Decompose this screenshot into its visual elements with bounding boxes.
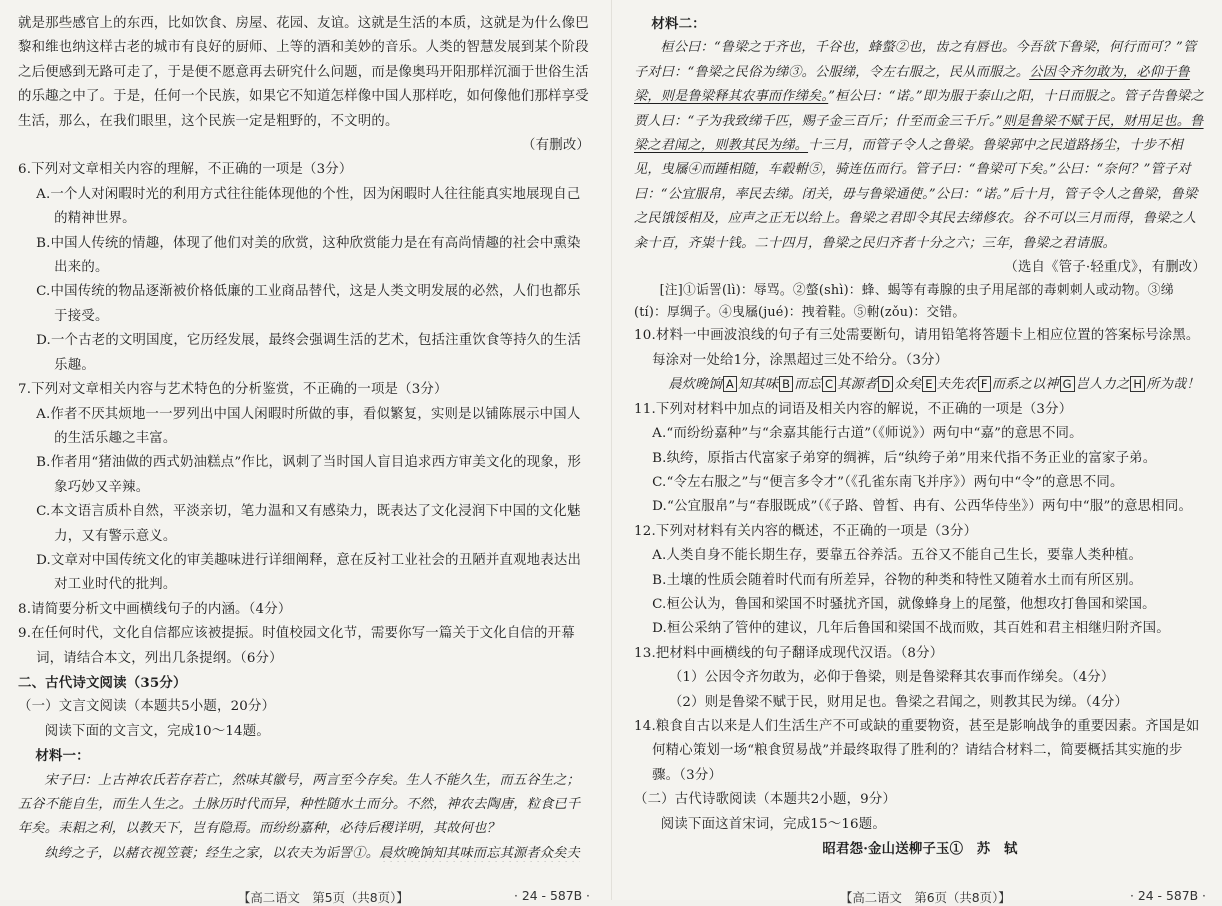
break-label-f: F [978,376,991,392]
question-9: 9.在任何时代，文化自信都应该被提振。时值校园文化节，需要你写一篇关于文化自信的开幕词，请结合本文，列出几条提纲。（6分） [18,626,575,666]
break-label-g: G [1060,376,1075,392]
question-13-item-1: （1）公因令齐勿敢为，必仰于鲁梁，则是鲁梁释其农事而作绨矣。（4分） [668,670,1115,686]
section-2-1-heading: （一）文言文阅读（本题共5小题，20分） [18,699,276,715]
sentence-fragment: 知其味 [737,377,779,393]
poem-instruction: 阅读下面这首宋词，完成15～16题。 [660,816,886,832]
underlined-sentence-2: 则是鲁梁不赋于民，财用足也。鲁梁之君闻之，则教其民为绨。 [634,113,1204,154]
left-page-number: 【高二语文 第5页（共8页）】 [238,890,409,905]
question-7-option-b: B.作者用“猪油做的西式奶油糕点”作比，讽刺了当时国人盲目追求西方审美文化的现象，形象巧妙又辛辣。 [36,455,582,495]
question-12-option-a: A.人类自身不能长期生存，要靠五谷养活。五谷又不能自己生长，要靠人类种植。 [652,548,1143,564]
break-label-b: B [779,376,793,392]
break-label-d: D [878,376,893,392]
material-2-title: 材料二： [651,16,706,32]
section-2-heading: 二、古代诗文阅读（35分） [18,674,187,691]
question-6-stem: 6.下列对文章相关内容的理解，不正确的一项是（3分） [18,162,353,178]
reading-instruction: 阅读下面的文言文，完成10～14题。 [44,723,270,739]
ye-character: 屩 [674,162,688,178]
sentence-fragment: 晨炊晚饷 [668,377,722,393]
material-1-paragraph-1: 宋子曰：上古神农氏若存若亡，然味其徽号，两言至今存矣。生人不能久生，而五谷生之；五谷不能自生，而生人生之。土脉历时代而异，种性随水土而分。不然，神农去陶唐，粒食已千年矣。耒耜之利，以教天下，岂有隐焉。而纷纷嘉种，必待后稷详明，其故何也？ [18,772,581,837]
sentence-fragment: 其源者 [837,377,878,393]
material-2-text-d: ④而踵相随，车毂 [687,162,795,178]
zou-character: 軵 [794,162,809,178]
question-7-option-d: D.文章对中国传统文化的审美趣味进行详细阐释，意在反衬工业社会的丑陋并直观地表达出对工业时代的批判。 [36,552,582,593]
left-exam-code: · 24 - 587B · [513,888,590,903]
question-6-option-a: A.一个人对闲暇时光的利用方式往往能体现他的个性，因为闲暇时人往往能真实地展现自己的精神世界。 [36,186,581,227]
material-2-text-c: 十三月，而管子令人之鲁梁。鲁梁郭中之民道路扬尘，十步不相见，曳 [634,138,1183,178]
question-13-item-2: （2）则是鲁梁不赋于民，财用足也。鲁梁之君闻之，则教其民为绨。（4分） [668,694,1129,710]
question-10-stem: 10.材料一中画波浪线的句子有三处需要断句，请用铅笔将答题卡上相应位置的答案标号涂黑。每涂对一处给1分，涂黑超过三处不给分。（3分） [634,328,1200,368]
material-2-text-a: 桓公曰：“鲁梁之于齐也，千谷也，蜂螫②也，齿之有唇也。今吾欲下鲁梁，何行而可？”管子对曰：“鲁梁之民俗为绨③。公服绨，令左右服之，民从而服之。 [634,40,1197,80]
right-page [634,12,1206,862]
question-11-stem: 11.下列对材料中加点的词语及相关内容的解说，不正确的一项是（3分） [634,401,1073,417]
break-label-h: H [1130,376,1145,392]
wavy-underlined-sentence: 晨炊晚饷知其味而忘其源者众矣夫 [379,845,580,861]
question-6-option-b: B.中国人传统的情趣，体现了他们对美的欣赏，这种欣赏能力是在有高尚情趣的社会中熏染出来的。 [36,235,581,276]
sentence-fragment: 众矣 [894,377,922,393]
material-2-notes: [注]①诟詈(lì)：辱骂。②螫(shì)：蜂、蝎等有毒腺的虫子用尾部的毒刺刺人或动物。③绨(tí)：厚绸子。④曳屩(jué)：拽着鞋。⑤軵(zǒu)：交错。 [634,283,1174,321]
sentence-fragment: 所为哉！ [1146,377,1200,393]
question-7-option-c: C.本文语言质朴自然，平淡亲切，笔力温和又有感染力，既表达了文化浸润下中国的文化魅力，又有警示意义。 [36,504,581,544]
question-6-option-c: C.中国传统的物品逐渐被价格低廉的工业商品替代，这是人类文明发展的必然，人们也都乐于接受。 [36,284,581,324]
sentence-fragment: 夫先农 [936,377,977,393]
break-label-c: C [822,376,836,392]
intro-paragraph: 就是那些感官上的东西，比如饮食、房屋、花园、友谊。这就是生活的本质，这就是为什么像巴黎和维也纳这样古老的城市有良好的厨师、上等的酒和美妙的音乐。人类的智慧发展到某个阶段之后便感到无路可走了，于是便不愿意再去研究什么问题，而是像奥玛开阳那样沉湎于世俗生活的乐趣之中了。于是，任何一个民族，如果它不知道怎样像中国人那样吃，如何像他们那样享受生活，那么，在我们眼里，这个民族一定是粗野的，不文明的。 [18,16,589,129]
question-7-option-a: A.作者不厌其烦地一一罗列出中国人闲暇时所做的事，看似繁复，实则是以铺陈展示中国人的生活乐趣之丰富。 [36,406,581,446]
material-1-title: 材料一： [35,748,90,765]
question-8: 8.请简要分析文中画横线句子的内涵。（4分） [18,601,292,617]
break-label-e: E [922,376,935,392]
material-1-text: 纨绔之子，以赭衣视笠蓑；经生之家，以农夫为诟詈①。 [44,845,380,861]
question-10-sentence [634,373,1206,397]
question-11-option-b: B.纨绔，原指古代富家子弟穿的绸裤，后“纨绔子弟”用来代指不务正业的富家子弟。 [652,450,1157,466]
question-12-option-d: D.桓公采纳了管仲的建议，几年后鲁国和梁国不战而败，其百姓和君主相继归附齐国。 [652,621,1170,637]
question-12-stem: 12.下列对材料有关内容的概述，不正确的一项是（3分） [634,523,978,539]
material-2-text-e: ⑤，骑连伍而行。管子曰：“鲁梁可下矣。”公曰：“奈何？”管子对曰：“公宜服帛，率民去绨。闭关，毋与鲁梁通使。”公曰：“诺。”后十月，管子令人之鲁梁，鲁梁之民饿馁相及，应声之正无以给上。鲁梁之君即令其民去绨修农。谷不可以三月而得，鲁梁之人籴十百，齐粜十钱。二十四月，鲁梁之民归齐者十分之六；三年，鲁梁之君请服。 [634,162,1198,251]
left-page [18,12,590,862]
sentence-fragment: 而忘 [794,377,821,393]
break-label-a: A [723,376,737,392]
material-1-paragraph-2 [18,842,590,862]
sentence-fragment: 岂人力之 [1075,377,1130,393]
question-11-option-c: C.“令左右服之”与“便言多令才”（《孔雀东南飞并序》）两句中“令”的意思不同。 [652,474,1124,490]
page-divider [611,0,612,900]
question-12-option-c: C.桓公认为，鲁国和梁国不时骚扰齐国，就像蜂身上的尾螫，他想攻打鲁国和梁国。 [652,596,1156,612]
question-13-stem: 13.把材料中画横线的句子翻译成现代汉语。（8分） [634,645,944,661]
question-7-stem: 7.下列对文章相关内容与艺术特色的分析鉴赏，不正确的一项是（3分） [18,382,448,398]
intro-source: （有删改） [522,138,590,154]
question-14: 14.粮食自古以来是人们生活生产不可或缺的重要物资，甚至是影响战争的重要因素。齐国是如何精心策划一场“粮食贸易战”并最终取得了胜利的？请结合材料二，简要概括其实施的步骤。（3分） [634,718,1200,783]
right-page-number: 【高二语文 第6页（共8页）】 [840,890,1011,905]
right-exam-code: · 24 - 587B · [1129,888,1206,903]
question-12-option-b: B.土壤的性质会随着时代而有所差异，谷物的种类和特性又随着水土而有所区别。 [652,572,1143,588]
question-6-option-d: D.一个古老的文明国度，它历经发展，最终会强调生活的艺术，包括注重饮食等持久的生活乐趣。 [36,333,582,373]
material-2-text-b: ”桓公曰：“诺。”即为服于泰山之阳，十日而服之。管子告鲁梁之贾人曰：“子为我致绨千匹，赐子金三百斤；什至而金三千斤。” [634,89,1204,129]
poem-line-1 [634,861,1206,862]
question-11-option-d: D.“公宜服帛”与“春服既成”（《子路、曾皙、冉有、公西华侍坐》）两句中“服”的意思相同。 [652,499,1193,515]
material-2-source: （选自《管子·轻重戊》，有删改） [1004,260,1206,276]
underlined-sentence-1: 公因令齐勿敢为，必仰于鲁梁，则是鲁梁释其农事而作绨矣。 [634,64,1190,105]
section-2-2-heading: （二）古代诗歌阅读（本题共2小题，9分） [634,792,897,808]
poem-title: 昭君怨·金山送柳子玉① 苏 轼 [822,841,1018,857]
sentence-fragment: 而系之以神 [991,377,1059,393]
question-11-option-a: A.“而纷纷嘉种”与“余嘉其能行古道”（《师说》）两句中“嘉”的意思不同。 [652,426,1083,442]
material-2-paragraph [634,36,1206,256]
